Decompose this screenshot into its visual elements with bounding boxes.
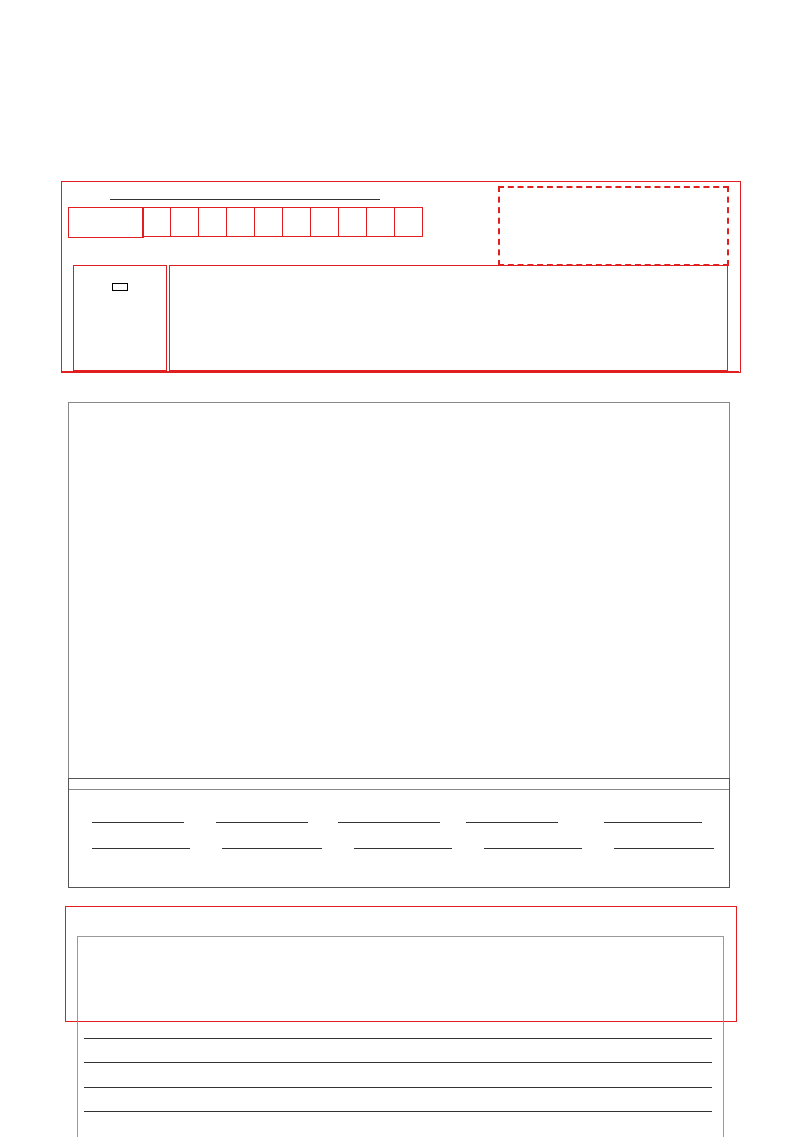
absent-mark-box: [73, 265, 167, 371]
absent-mark-checkbox[interactable]: [112, 283, 128, 291]
q56-answer-line[interactable]: [92, 822, 184, 823]
q57-answer-line[interactable]: [216, 822, 308, 823]
writing-line[interactable]: [84, 1111, 712, 1112]
writing-line[interactable]: [84, 1062, 712, 1063]
q61-answer-line[interactable]: [92, 848, 190, 849]
q65-answer-line[interactable]: [614, 848, 714, 849]
exam-id-box: [68, 207, 144, 238]
fill-in-frame: [68, 778, 730, 888]
writing-frame: [77, 936, 724, 1137]
q62-answer-line[interactable]: [222, 848, 322, 849]
q58-answer-line[interactable]: [338, 822, 440, 823]
top-timing-marks: [52, 44, 752, 56]
choice-frame: [68, 402, 730, 790]
notes-box: [169, 265, 728, 371]
writing-line[interactable]: [84, 1038, 712, 1039]
exam-id-grid[interactable]: [142, 207, 423, 237]
q64-answer-line[interactable]: [484, 848, 582, 849]
barcode-area: [498, 186, 729, 266]
q60-answer-line[interactable]: [604, 822, 702, 823]
name-field[interactable]: [110, 199, 380, 200]
writing-line[interactable]: [84, 1087, 712, 1088]
q63-answer-line[interactable]: [354, 848, 452, 849]
q59-answer-line[interactable]: [466, 822, 558, 823]
divider: [61, 371, 739, 373]
